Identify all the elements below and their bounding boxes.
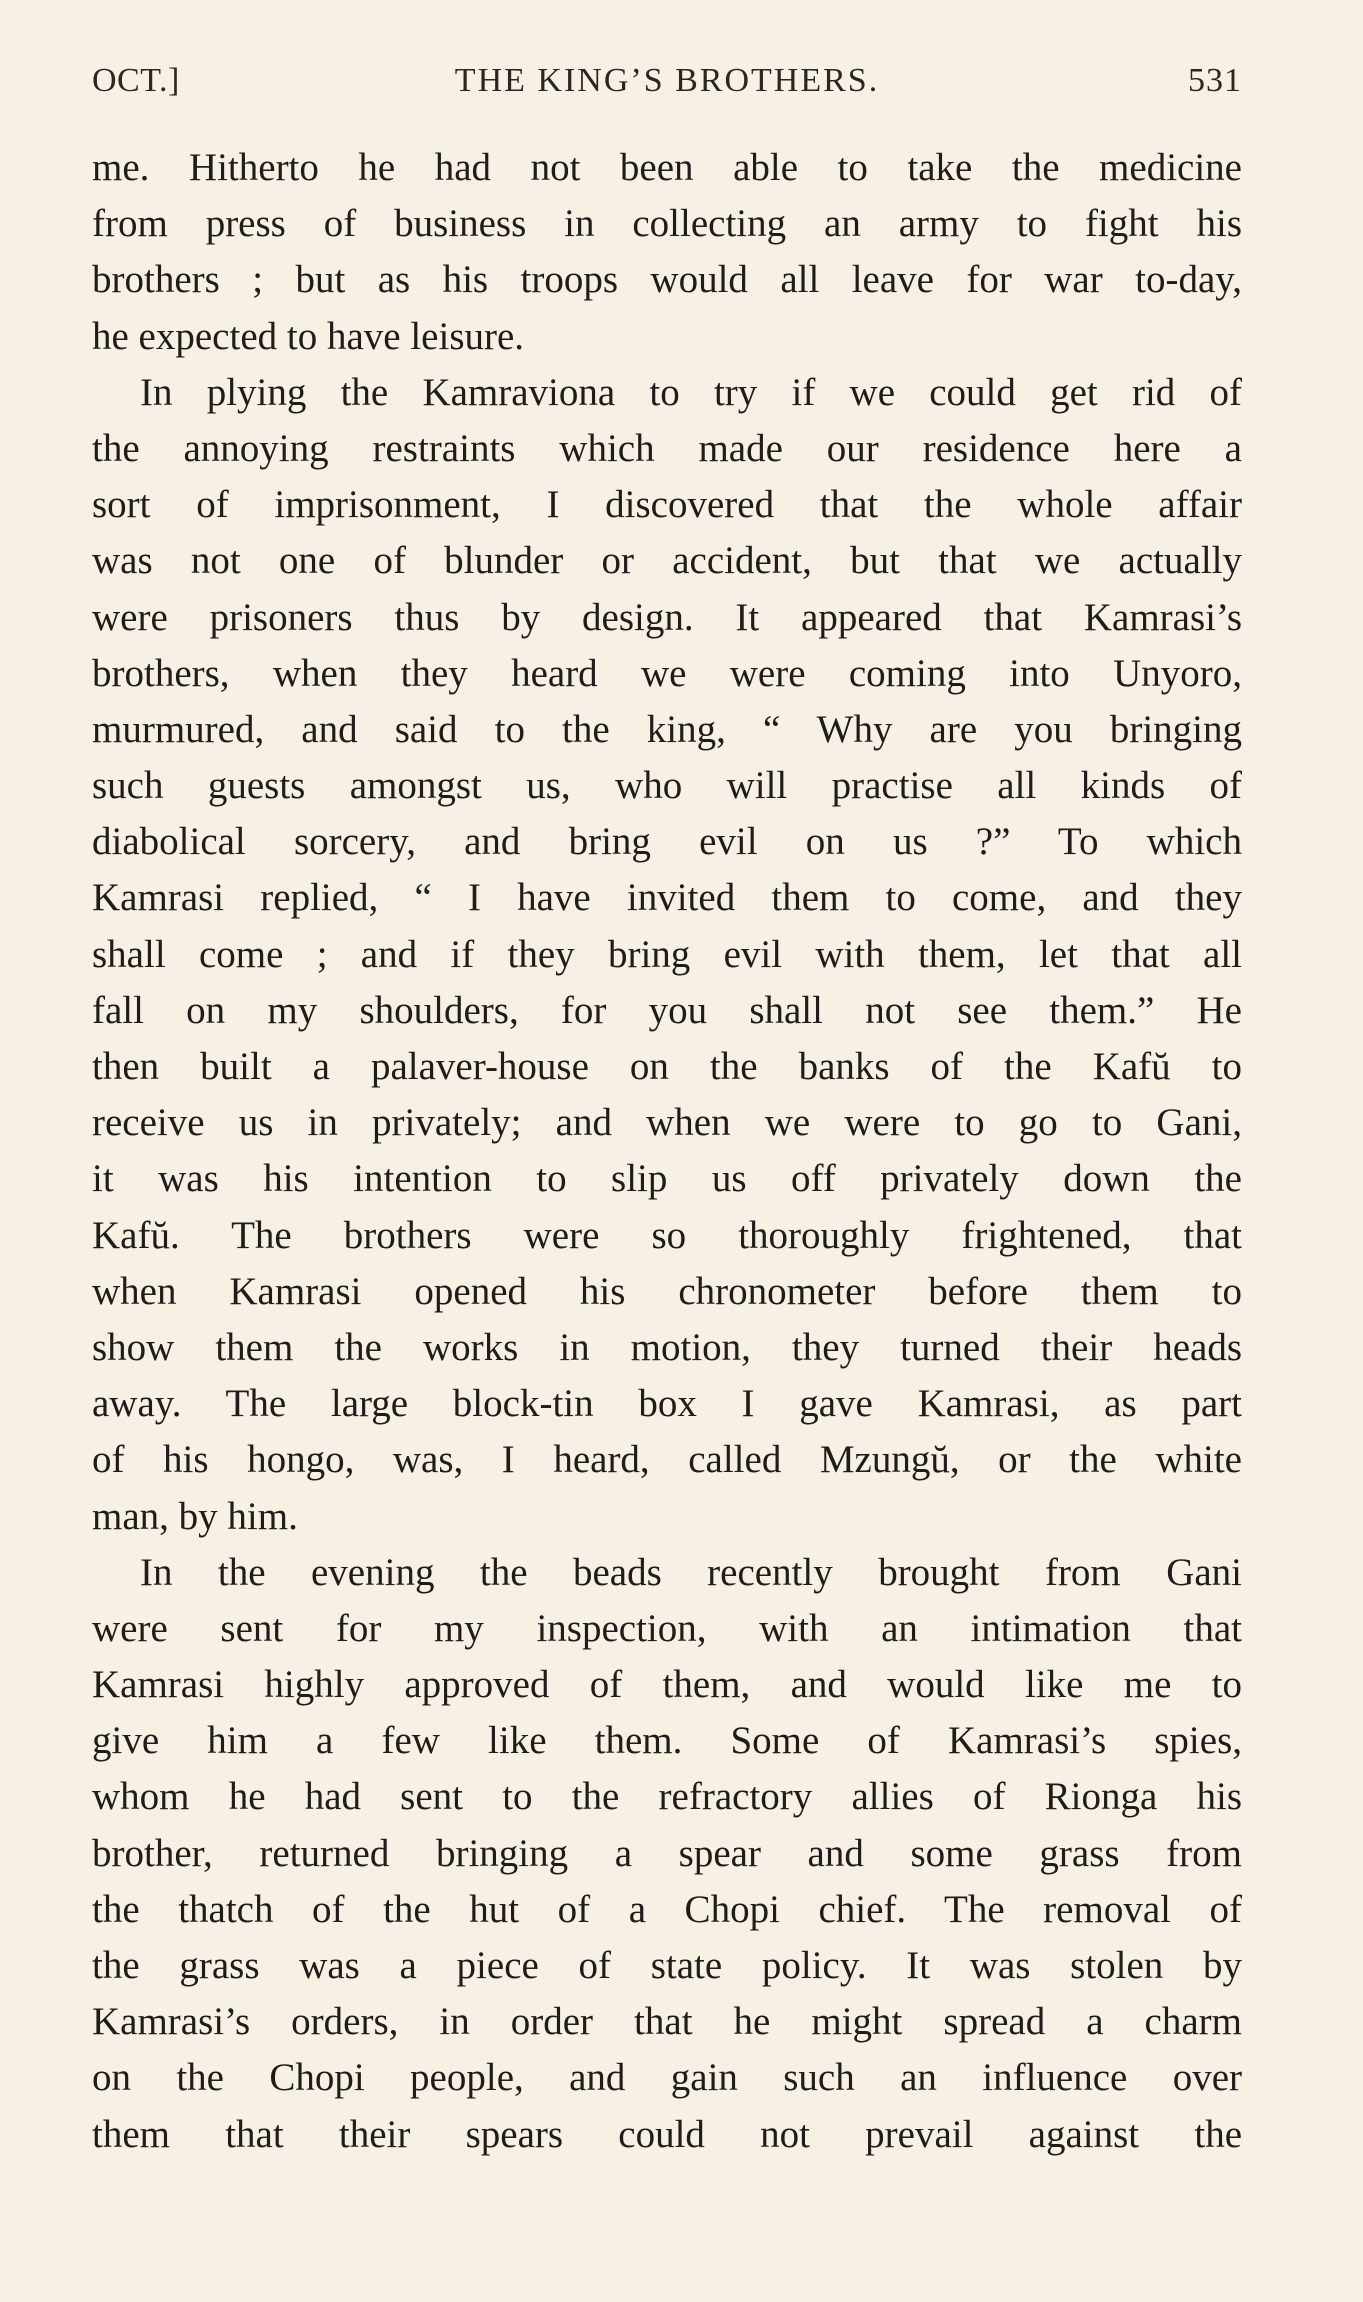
text-line: show them the works in motion, they turned their heads	[92, 1325, 1242, 1369]
text-line: brothers ; but as his troops would all leave for war to-day,	[92, 258, 1242, 302]
text-line: murmured, and said to the king, “ Why are you bringing	[92, 707, 1242, 751]
text-line: were sent for my inspection, with an intimation that	[92, 1606, 1242, 1650]
header-title: THE KING’S BROTHERS.	[454, 62, 880, 99]
text-line: away. The large block-tin box I gave Kamrasi, as part	[92, 1382, 1242, 1426]
running-header	[92, 52, 1242, 112]
text-line: whom he had sent to the refractory allies of Rionga his	[92, 1775, 1242, 1819]
text-line: he expected to have leisure.	[92, 314, 525, 358]
text-line: Kamrasi’s orders, in order that he might spread a charm	[92, 2000, 1242, 2044]
text-line: from press of business in collecting an army to fight his	[92, 202, 1242, 246]
text-line: me. Hitherto he had not been able to take the medicine	[92, 146, 1242, 189]
text-line: brother, returned bringing a spear and some grass from	[92, 1831, 1242, 1875]
body-text	[92, 140, 1242, 2163]
text-line: them that their spears could not prevail against the	[92, 2112, 1242, 2156]
text-line: the annoying restraints which made our residence here a	[92, 426, 1242, 470]
text-line: on the Chopi people, and gain such an influence over	[92, 2056, 1242, 2100]
text-line: In the evening the beads recently brought from Gani	[140, 1550, 1242, 1594]
text-line: when Kamrasi opened his chronometer before them to	[92, 1269, 1242, 1313]
text-line: the thatch of the hut of a Chopi chief. The removal of	[92, 1887, 1242, 1931]
text-line: was not one of blunder or accident, but that we actually	[92, 539, 1242, 583]
text-line: sort of imprisonment, I discovered that the whole affair	[92, 483, 1242, 527]
text-line: of his hongo, was, I heard, called Mzungŭ, or the white	[92, 1438, 1242, 1482]
text-line: man, by him.	[92, 1494, 298, 1538]
text-line: Kamrasi replied, “ I have invited them to come, and they	[92, 876, 1242, 920]
text-line: In plying the Kamraviona to try if we could get rid of	[140, 370, 1242, 414]
text-line: such guests amongst us, who will practise all kinds of	[92, 764, 1242, 808]
text-line: Kafŭ. The brothers were so thoroughly frightened, that	[92, 1213, 1242, 1257]
text-line: shall come ; and if they bring evil with them, let that all	[92, 932, 1242, 976]
text-line: fall on my shoulders, for you shall not see them.” He	[92, 988, 1242, 1032]
text-line: receive us in privately; and when we were to go to Gani,	[92, 1101, 1242, 1145]
header-month: OCT.]	[92, 62, 180, 99]
text-line: the grass was a piece of state policy. It was stolen by	[92, 1944, 1242, 1987]
text-line: diabolical sorcery, and bring evil on us ?” To which	[92, 820, 1242, 864]
text-line: then built a palaver-house on the banks of the Kafŭ to	[92, 1045, 1242, 1088]
text-line: give him a few like them. Some of Kamrasi’s spies,	[92, 1719, 1242, 1763]
text-line: were prisoners thus by design. It appeared that Kamrasi’s	[92, 595, 1242, 639]
text-line: it was his intention to slip us off privately down the	[92, 1157, 1242, 1201]
text-line: Kamrasi highly approved of them, and would like me to	[92, 1663, 1242, 1707]
page-number: 531	[1188, 62, 1242, 99]
text-line: brothers, when they heard we were coming into Unyoro,	[92, 651, 1242, 695]
